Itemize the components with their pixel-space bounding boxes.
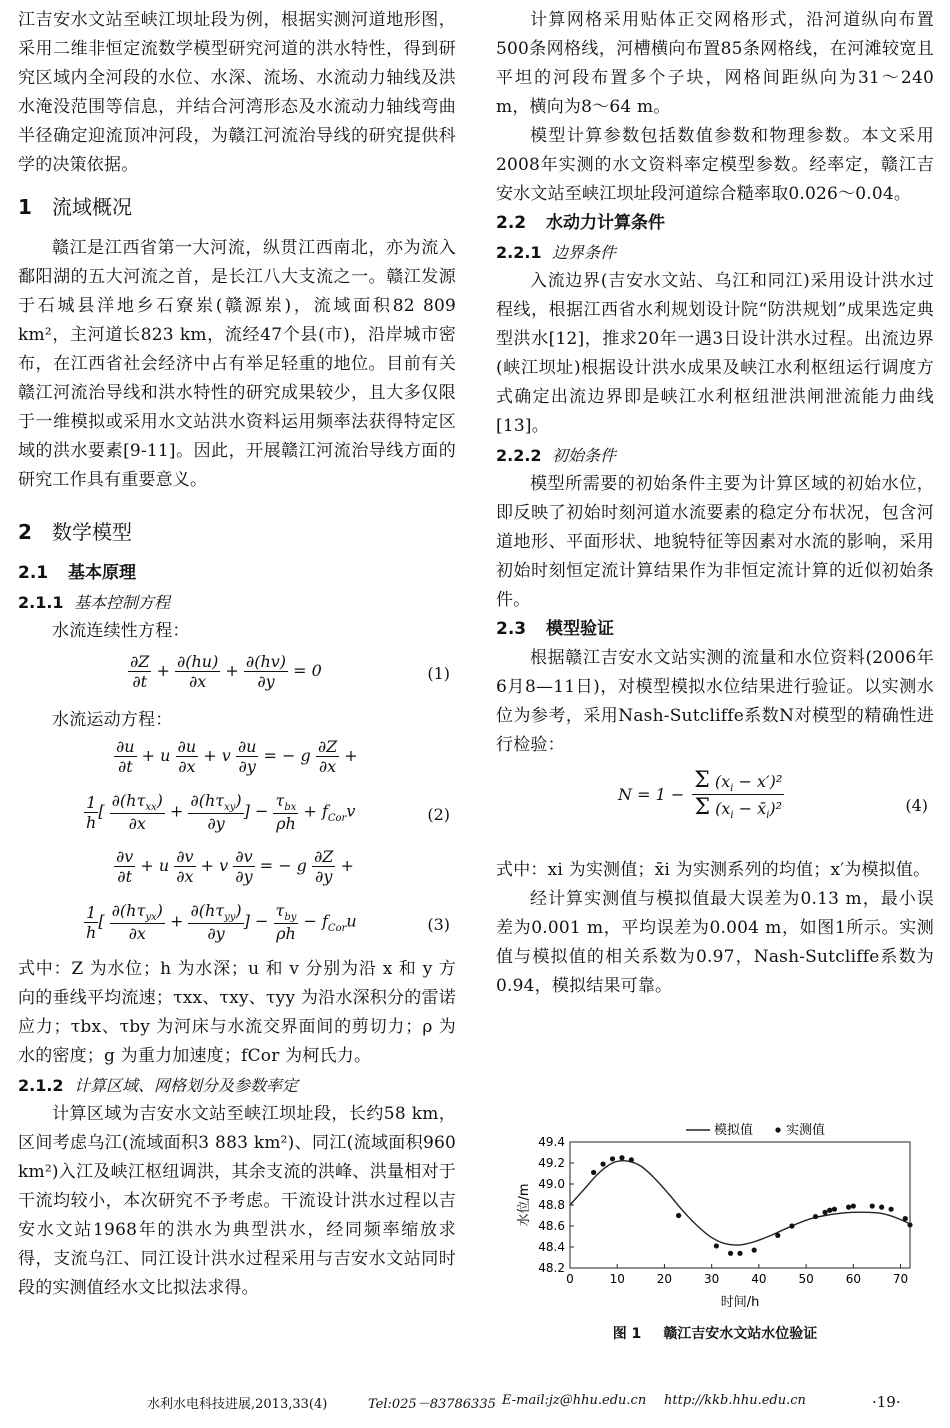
subsection-number: 2.3 <box>496 619 527 639</box>
motion-label: 水流运动方程： <box>52 710 173 730</box>
equation-2: $\frac{\partial u}{\partial t}$ + u $\frac{\partial u}{\partial x}$ + v $\frac{\partial u}{\partial y}$ = − g $\frac{\partial Z}{\partial x}$ + $\frac{1}{h}$ [ $\frac{\partial(h\tau_{xx})}{\partial x}$ + $\frac{\partial(h\tau_{xy})}{\partial y}$ ] − $\frac{\tau_{bx}}{\rho h}$ + $f_{Cor}v$ (2) <box>86 737 450 834</box>
observed-point <box>737 1251 742 1256</box>
equation-number: (4) <box>905 796 928 815</box>
section-heading-2 <box>18 505 456 559</box>
observed-series <box>591 1155 913 1256</box>
section-title: 数学模型 <box>52 520 132 544</box>
equation-1: $\frac{\partial Z}{\partial t}$ + $\frac{\partial(hu)}{\partial x}$ + $\frac{\partial(hv)}{\partial y}$ = 0 (1) <box>130 652 450 691</box>
x-tick-label: 10 <box>609 1272 625 1286</box>
legend-point-swatch <box>775 1127 780 1132</box>
observed-point <box>591 1170 596 1175</box>
x-tick-label: 40 <box>751 1272 767 1286</box>
subsubsection-heading-2-2-2 <box>496 441 934 470</box>
x-tick-label: 50 <box>798 1272 814 1286</box>
subsubsection-title: 计算区域、网格划分及参数率定 <box>74 1076 299 1095</box>
x-tick-label: 20 <box>656 1272 673 1286</box>
left-column <box>18 0 456 1303</box>
subsubsection-title: 边界条件 <box>552 243 617 262</box>
y-axis-label: 水位/m <box>517 1183 532 1227</box>
footer-tel: Tel:025－83786335 <box>368 1397 496 1412</box>
legend-label-simulated: 模拟值 <box>714 1123 754 1138</box>
footer-email: E-mail:jz@hhu.edu.cn <box>502 1393 647 1408</box>
observed-point <box>629 1157 634 1162</box>
parameter-paragraph: 模型计算参数包括数值参数和物理参数。本文采用2008年实测的水文资料率定模型参数。经率定，赣江吉安水文站至峡江坝址段河道综合糙率取0.026～0.04。 <box>496 126 934 204</box>
observed-point <box>903 1216 908 1221</box>
subsubsection-heading-2-2-1 <box>496 238 934 267</box>
equation-4-variables: 式中：xi 为实测值；x̄i 为实测系列的均值；x′为模拟值。 <box>496 860 931 880</box>
subsection-number: 2.2 <box>496 213 527 233</box>
legend-label-observed: 实测值 <box>786 1123 826 1138</box>
validation-paragraph: 根据赣江吉安水文站实测的流量和水位资料(2006年6月8—11日)，对模型模拟水位结果进行验证。以实测水位为参考，采用Nash-Sutcliffe系数N对模型的精确性进行检验： <box>496 648 934 755</box>
subsubsection-number: 2.2.2 <box>496 446 542 465</box>
x-tick-label: 30 <box>704 1272 720 1286</box>
observed-point <box>846 1205 851 1210</box>
x-tick-label: 70 <box>892 1272 909 1286</box>
page-number: ·19· <box>872 1393 901 1411</box>
subsubsection-heading-2-1-1 <box>18 588 456 617</box>
equation-number: (1) <box>427 664 450 683</box>
subsection-heading-2-2 <box>496 209 934 238</box>
observed-point <box>851 1203 856 1208</box>
observed-point <box>600 1161 605 1166</box>
observed-point <box>827 1208 832 1213</box>
boundary-paragraph: 入流边界(吉安水文站、乌江和同江)采用设计洪水过程线，根据江西省水利规划设计院“防洪规划”成果选定典型洪水[12]，推求20年一遇3日设计洪水过程。出流边界(峡江坝址)根据设计洪水成果及峡江水利枢纽运行调度方式确定出流边界即是峡江水利枢纽泄洪闸泄流能力曲线[13]。 <box>496 271 934 436</box>
observed-point <box>728 1251 733 1256</box>
observed-point <box>832 1207 837 1212</box>
section-number: 2 <box>18 520 32 544</box>
equation-number: (3) <box>427 915 450 934</box>
observed-point <box>879 1205 884 1210</box>
subsubsection-title: 初始条件 <box>552 446 617 465</box>
x-tick-label: 0 <box>566 1272 574 1286</box>
subsection-title: 水动力计算条件 <box>546 213 665 233</box>
observed-point <box>907 1222 912 1227</box>
figure-number: 图 1 <box>612 1326 642 1342</box>
observed-point <box>870 1203 875 1208</box>
observed-point <box>889 1207 894 1212</box>
section-1-paragraph: 赣江是江西省第一大河流，纵贯江西南北，亦为流入鄱阳湖的五大河流之首，是长江八大支流之一。赣江发源于石城县洋地乡石寮岽(赣源岽)，流域面积82 809 km²，主河道长823 km，流经47个县(市)，沿岸城市密布，在江西省社会经济中占有举足轻重的地位。目前有关赣江河流治导线和洪水特性的研究成果较少，且大多仅限于一维模拟或采用水文站洪水资料运用频率法获得特定区域的洪水要素[9-11]。因此，开展赣江河流治导线方面的研究工作具有重要意义。 <box>18 238 456 490</box>
intro-paragraph: 江吉安水文站至峡江坝址段为例，根据实测河道地形图，采用二维非恒定流数学模型研究河道的洪水特性，得到研究区域内全河段的水位、水深、流场、水流动力轴线及洪水淹没范围等信息，并结合河湾形态及水流动力轴线弯曲半径确定迎流顶冲河段，为赣江河流治导线的研究提供科学的决策依据。 <box>18 10 456 175</box>
observed-point <box>789 1223 794 1228</box>
x-tick-label: 60 <box>845 1272 861 1286</box>
y-tick-label: 48.6 <box>538 1219 565 1233</box>
observed-point <box>752 1248 757 1253</box>
equation-number: (2) <box>427 805 450 824</box>
figure-caption <box>496 1323 934 1343</box>
subsection-number: 2.1 <box>18 563 49 583</box>
chart-axes <box>516 1135 910 1310</box>
subsubsection-title: 基本控制方程 <box>74 593 171 612</box>
subsubsection-heading-2-1-2 <box>18 1071 456 1100</box>
observed-point <box>610 1156 615 1161</box>
y-tick-label: 49.0 <box>538 1177 565 1191</box>
observed-point <box>619 1155 624 1160</box>
subsubsection-number: 2.1.1 <box>18 593 64 612</box>
y-tick-label: 49.4 <box>538 1135 565 1149</box>
journal-info: 水利水电科技进展,2013,33(4) <box>147 1397 328 1412</box>
section-title: 流域概况 <box>52 195 132 219</box>
subsection-heading-2-1 <box>18 559 456 588</box>
observed-point <box>822 1210 827 1215</box>
observed-point <box>714 1243 719 1248</box>
computation-domain-paragraph: 计算区域为吉安水文站至峡江坝址段，长约58 km，区间考虑乌江(流域面积3 883 km²)、同江(流域面积960 km²)入江及峡江枢纽调洪，其余支流的洪峰、洪量相对于干流均较小，本次研究不予考虑。干流设计洪水过程以吉安水文站1968年的洪水为典型洪水，经同频率缩放求得，支流乌江、同江设计洪水过程采用与吉安水文站同时段的实测值经水文比拟法求得。 <box>18 1104 456 1298</box>
variables-paragraph: 式中：Z 为水位；h 为水深；u 和 v 分别为沿 x 和 y 方向的垂线平均流速；τxx、τxy、τyy 为沿水深积分的雷诺应力；τbx、τby 为河床与水流交界面间的剪切力；ρ 为水的密度；g 为重力加速度；fCor 为柯氏力。 <box>18 959 456 1066</box>
simulated-line <box>570 1161 910 1245</box>
equation-4: N = 1 − $\frac{\Sigma (x_i - x')^2}{\Sigma (x_i - x̄_i)^2}$ (4) <box>618 768 928 822</box>
subsubsection-number: 2.2.1 <box>496 243 542 262</box>
chart-legend <box>686 1122 825 1138</box>
simulated-series <box>570 1161 910 1245</box>
result-paragraph: 经计算实测值与模拟值最大误差为0.13 m，最小误差为0.001 m，平均误差为0.004 m，如图1所示。实测值与模拟值的相关系数为0.97，Nash-Sutcliffe系数为0.94，模拟结果可靠。 <box>496 889 934 996</box>
footer-url: http://kkb.hhu.edu.cn <box>664 1393 806 1408</box>
y-tick-label: 48.8 <box>538 1198 565 1212</box>
y-tick-label: 48.4 <box>538 1240 565 1254</box>
observed-point <box>775 1233 780 1238</box>
observed-point <box>676 1213 681 1218</box>
initial-condition-paragraph: 模型所需要的初始条件主要为计算区域的初始水位，即反映了初始时刻河道水流要素的稳定分布状况，包含河道地形、平面形状、地貌特征等因素对水流的影响，采用初始时刻恒定流计算结果作为非恒定流计算的近似初始条件。 <box>496 474 934 610</box>
grid-paragraph: 计算网格采用贴体正交网格形式，沿河道纵向布置500条网格线，河槽横向布置85条网格线，在河滩较宽且平坦的河段布置多个子块，网格间距纵向为31～240 m，横向为8～64 m。 <box>496 10 934 117</box>
section-number: 1 <box>18 195 32 219</box>
observed-point <box>813 1214 818 1219</box>
y-tick-label: 48.2 <box>538 1261 565 1275</box>
section-heading-1 <box>18 180 456 234</box>
continuity-label: 水流连续性方程： <box>52 621 190 641</box>
subsubsection-number: 2.1.2 <box>18 1076 64 1095</box>
y-tick-label: 49.2 <box>538 1156 565 1170</box>
subsection-title: 基本原理 <box>68 563 136 583</box>
subsection-title: 模型验证 <box>546 619 614 639</box>
page-footer <box>0 1393 950 1417</box>
subsection-heading-2-3 <box>496 615 934 644</box>
right-column <box>496 0 934 1001</box>
x-axis-label: 时间/h <box>720 1295 760 1310</box>
equation-3: $\frac{\partial v}{\partial t}$ + u $\frac{\partial v}{\partial x}$ + v $\frac{\partial v}{\partial y}$ = − g $\frac{\partial Z}{\partial y}$ + $\frac{1}{h}$ [ $\frac{\partial(h\tau_{yx})}{\partial x}$ + $\frac{\partial(h\tau_{yy})}{\partial y}$ ] − $\frac{\tau_{by}}{\rho h}$ − $f_{Cor}u$ (3) <box>86 847 450 944</box>
figure-caption-text: 赣江吉安水文站水位验证 <box>663 1326 818 1342</box>
